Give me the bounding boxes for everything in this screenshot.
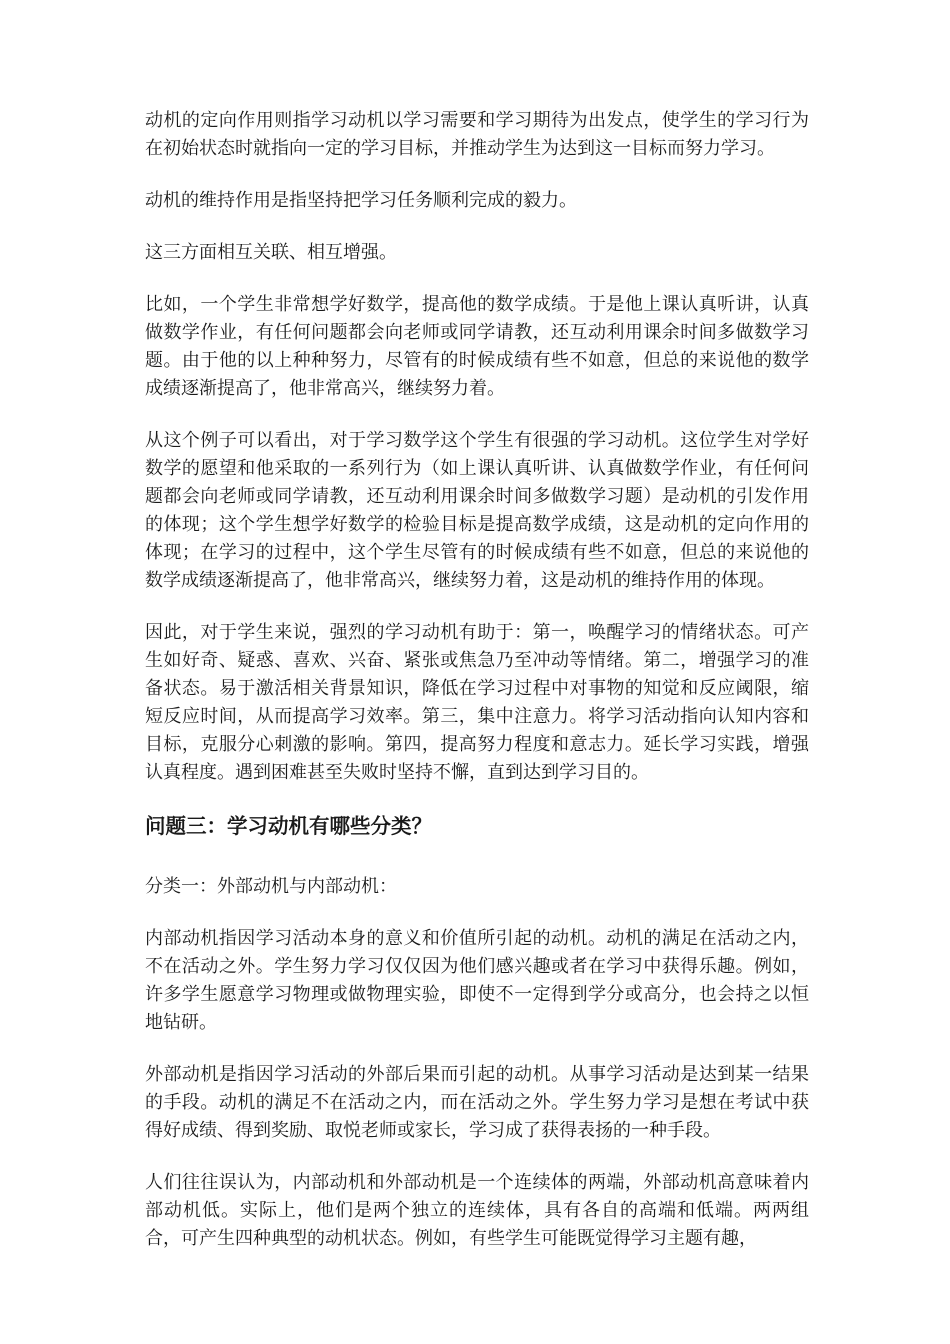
document-body [145,107,809,1277]
paragraph-continuum-misconception: 人们往往误认为，内部动机和外部动机是一个连续体的两端，外部动机高意味着内部动机低。实际上，他们是两个独立的连续体，具有各自的高端和低端。两两组合，可产生四种典型的动机状态。例如，有些学生可能既觉得学习主题有趣， [145,1172,809,1249]
paragraph-maintenance-function: 动机的维持作用是指坚持把学习任务顺利完成的毅力。 [145,190,577,211]
paragraph-intrinsic-motivation: 内部动机指因学习活动本身的意义和价值所引起的动机。动机的满足在活动之内，不在活动之外。学生努力学习仅仅因为他们感兴趣或者在学习中获得乐趣。例如，许多学生愿意学习物理或做物理实验，即使不一定得到学分或高分，也会持之以恒地钻研。 [145,928,809,1033]
paragraph-interrelation: 这三方面相互关联、相互增强。 [145,242,397,263]
subheading-classification-one: 分类一：外部动机与内部动机： [145,876,397,897]
section-heading-question-three: 问题三：学习动机有哪些分类？ [145,814,432,838]
paragraph-benefits: 因此，对于学生来说，强烈的学习动机有助于：第一，唤醒学习的情绪状态。可产生如好奇、疑惑、喜欢、兴奋、紧张或焦急乃至冲动等情绪。第二，增强学习的准备状态。易于激活相关背景知识，降低在学习过程中对事物的知觉和反应阈限，缩短反应时间，从而提高学习效率。第三，集中注意力。将学习活动指向认知内容和目标，克服分心刺激的影响。第四，提高努力程度和意志力。延长学习实践，增强认真程度。遇到困难甚至失败时坚持不懈，直到达到学习目的。 [145,622,809,783]
paragraph-example-analysis: 从这个例子可以看出，对于学习数学这个学生有很强的学习动机。这位学生对学好数学的愿望和他采取的一系列行为（如上课认真听讲、认真做数学作业，有任何问题都会向老师或同学请教，还互动利用课余时间多做数学习题）是动机的引发作用的体现；这个学生想学好数学的检验目标是提高数学成绩，这是动机的定向作用的体现；在学习的过程中，这个学生尽管有的时候成绩有些不如意，但总的来说他的数学成绩逐渐提高了，他非常高兴，继续努力着，这是动机的维持作用的体现。 [145,430,809,591]
paragraph-extrinsic-motivation: 外部动机是指因学习活动的外部后果而引起的动机。从事学习活动是达到某一结果的手段。动机的满足不在活动之内，而在活动之外。学生努力学习是想在考试中获得好成绩、得到奖励、取悦老师或家长，学习成了获得表扬的一种手段。 [145,1064,809,1141]
paragraph-orientation-function: 动机的定向作用则指学习动机以学习需要和学习期待为出发点，使学生的学习行为在初始状态时就指向一定的学习目标，并推动学生为达到这一目标而努力学习。 [145,110,809,159]
paragraph-math-example: 比如，一个学生非常想学好数学，提高他的数学成绩。于是他上课认真听讲，认真做数学作业，有任何问题都会向老师或同学请教，还互动利用课余时间多做数学习题。由于他的以上种种努力，尽管有的时候成绩有些不如意，但总的来说他的数学成绩逐渐提高了，他非常高兴，继续努力着。 [145,294,809,399]
